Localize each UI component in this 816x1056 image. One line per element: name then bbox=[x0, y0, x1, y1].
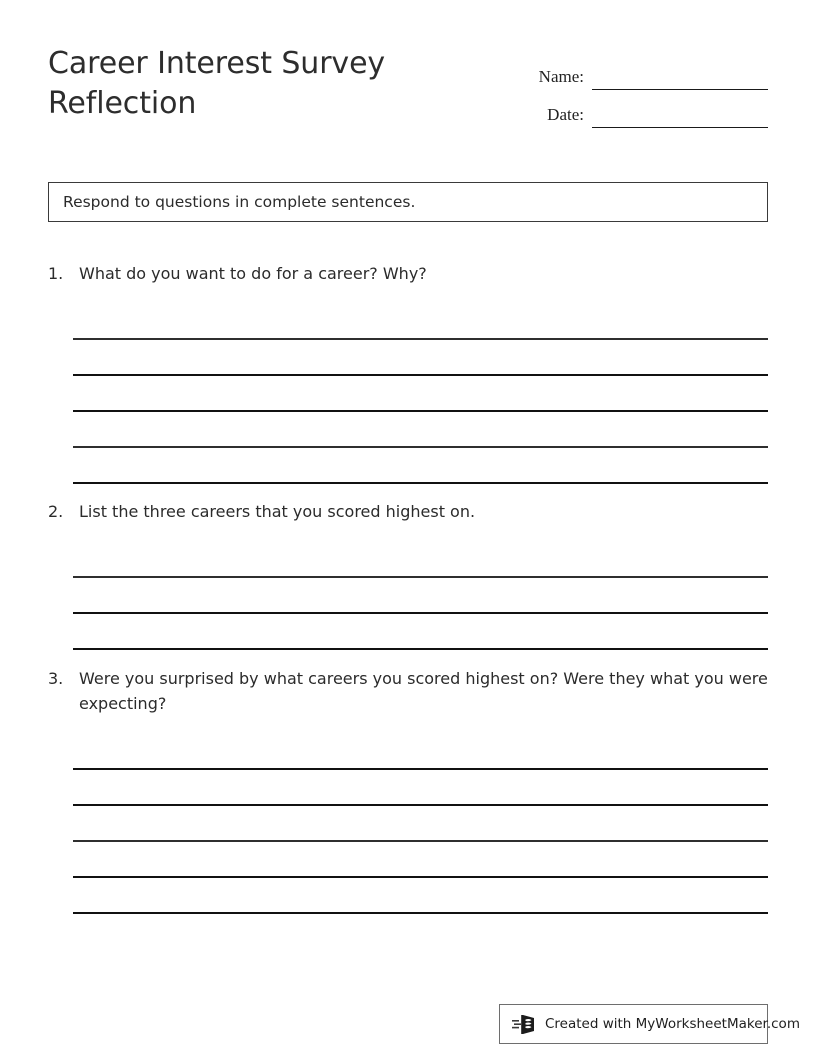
name-input[interactable] bbox=[592, 69, 768, 90]
date-row bbox=[488, 90, 768, 128]
date-label: Date: bbox=[547, 105, 584, 124]
question-heading-3 bbox=[48, 666, 768, 716]
answer-line[interactable] bbox=[73, 412, 768, 448]
answer-line[interactable] bbox=[73, 770, 768, 806]
worksheet-maker-logo-icon bbox=[512, 1012, 538, 1036]
question-number-3: 3. bbox=[48, 669, 64, 688]
answer-line[interactable] bbox=[73, 806, 768, 842]
question-text-1: What do you want to do for a career? Why? bbox=[79, 264, 427, 283]
question-heading-2 bbox=[48, 499, 768, 524]
footer-attribution-text: Created with MyWorksheetMaker.com bbox=[545, 1016, 800, 1032]
question-number-2: 2. bbox=[48, 502, 64, 521]
name-row bbox=[488, 52, 768, 90]
answer-line[interactable] bbox=[73, 376, 768, 412]
date-input[interactable] bbox=[592, 107, 768, 128]
question-text-2: List the three careers that you scored highest on. bbox=[79, 502, 476, 521]
answer-line[interactable] bbox=[73, 578, 768, 614]
footer-attribution-badge[interactable] bbox=[499, 1004, 800, 1044]
instruction-box bbox=[48, 182, 768, 222]
name-date-group bbox=[488, 52, 768, 128]
answer-line[interactable] bbox=[73, 614, 768, 650]
answer-lines-3 bbox=[73, 716, 768, 914]
answer-lines-1 bbox=[73, 286, 768, 484]
question-block-1 bbox=[48, 261, 768, 484]
page-header bbox=[48, 44, 768, 140]
answer-line[interactable] bbox=[73, 842, 768, 878]
name-label: Name: bbox=[538, 67, 584, 86]
answer-lines-2 bbox=[73, 524, 768, 650]
page-title: Career Interest Survey Reflection bbox=[48, 46, 386, 121]
question-text-3: Were you surprised by what careers you scored highest on? Were they what you were expecting? bbox=[79, 669, 768, 713]
answer-line[interactable] bbox=[73, 448, 768, 484]
answer-line[interactable] bbox=[73, 734, 768, 770]
question-heading-1 bbox=[48, 261, 768, 286]
answer-line[interactable] bbox=[73, 340, 768, 376]
answer-line[interactable] bbox=[73, 542, 768, 578]
question-number-1: 1. bbox=[48, 264, 64, 283]
answer-line[interactable] bbox=[73, 878, 768, 914]
instruction-text: Respond to questions in complete sentences. bbox=[63, 193, 416, 211]
question-block-3 bbox=[48, 666, 768, 914]
question-block-2 bbox=[48, 499, 768, 650]
answer-line[interactable] bbox=[73, 304, 768, 340]
